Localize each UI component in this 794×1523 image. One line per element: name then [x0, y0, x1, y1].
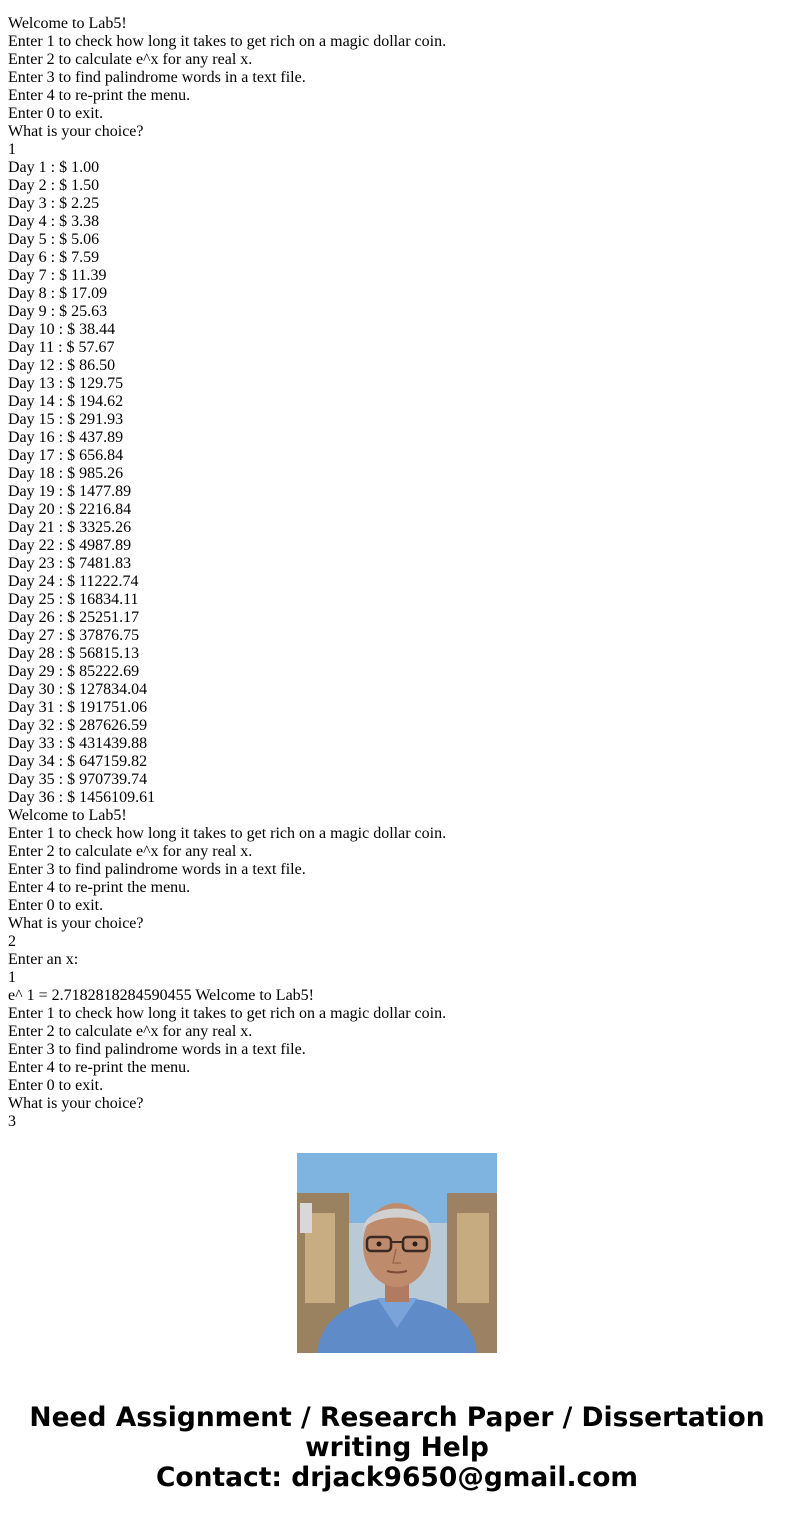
banner-contact-line: Contact: drjack9650@gmail.com	[155, 1462, 639, 1493]
console-line: Day 5 : $ 5.06	[8, 231, 100, 248]
contact-banner	[0, 1403, 794, 1493]
console-line: 3	[8, 1113, 16, 1130]
person-photo-icon	[297, 1153, 497, 1353]
console-line: Enter 1 to check how long it takes to get rich on a magic dollar coin.	[8, 825, 447, 842]
console-line: Enter 2 to calculate e^x for any real x.	[8, 1023, 253, 1040]
console-line: Enter 2 to calculate e^x for any real x.	[8, 51, 253, 68]
console-line: Day 20 : $ 2216.84	[8, 501, 132, 518]
console-line: Welcome to Lab5!	[8, 807, 127, 824]
console-line: Day 23 : $ 7481.83	[8, 555, 132, 572]
console-line: Day 12 : $ 86.50	[8, 357, 116, 374]
console-line: Day 15 : $ 291.93	[8, 411, 124, 428]
console-line: Enter 3 to find palindrome words in a text file.	[8, 861, 306, 878]
console-line: Day 26 : $ 25251.17	[8, 609, 140, 626]
console-line: Day 28 : $ 56815.13	[8, 645, 140, 662]
console-line: Day 18 : $ 985.26	[8, 465, 124, 482]
console-line: Day 11 : $ 57.67	[8, 339, 115, 356]
console-line: Enter 4 to re-print the menu.	[8, 87, 191, 104]
console-line: Day 36 : $ 1456109.61	[8, 789, 156, 806]
console-line: Enter 4 to re-print the menu.	[8, 879, 191, 896]
banner-line-1: Need Assignment / Research Paper / Dissertation	[29, 1402, 765, 1433]
console-line: Day 31 : $ 191751.06	[8, 699, 148, 716]
console-line: Enter 1 to check how long it takes to get rich on a magic dollar coin.	[8, 33, 447, 50]
console-line: Day 16 : $ 437.89	[8, 429, 124, 446]
console-line: Day 29 : $ 85222.69	[8, 663, 140, 680]
console-line: Enter 0 to exit.	[8, 897, 104, 914]
console-line: Day 4 : $ 3.38	[8, 213, 100, 230]
console-line: Day 17 : $ 656.84	[8, 447, 124, 464]
console-line: Day 35 : $ 970739.74	[8, 771, 148, 788]
console-line: Day 14 : $ 194.62	[8, 393, 124, 410]
console-line: Enter 0 to exit.	[8, 1077, 104, 1094]
console-line: Day 6 : $ 7.59	[8, 249, 100, 266]
console-output	[8, 15, 788, 1130]
console-line: Enter 1 to check how long it takes to get rich on a magic dollar coin.	[8, 1005, 447, 1022]
console-line: Day 33 : $ 431439.88	[8, 735, 148, 752]
console-line: Enter 2 to calculate e^x for any real x.	[8, 843, 253, 860]
console-line: Day 3 : $ 2.25	[8, 195, 100, 212]
console-line: 1	[8, 141, 16, 158]
console-line: Day 9 : $ 25.63	[8, 303, 108, 320]
console-line: Day 32 : $ 287626.59	[8, 717, 148, 734]
console-line: Day 10 : $ 38.44	[8, 321, 116, 338]
console-line: Day 7 : $ 11.39	[8, 267, 107, 284]
console-line: What is your choice?	[8, 915, 144, 932]
avatar	[297, 1153, 497, 1353]
console-line: Day 8 : $ 17.09	[8, 285, 108, 302]
console-line: Day 13 : $ 129.75	[8, 375, 124, 392]
console-line: 2	[8, 933, 16, 950]
console-line: What is your choice?	[8, 1095, 144, 1112]
console-line: Enter 3 to find palindrome words in a text file.	[8, 1041, 306, 1058]
console-line: Enter 3 to find palindrome words in a text file.	[8, 69, 306, 86]
console-line: Day 24 : $ 11222.74	[8, 573, 139, 590]
console-line: Day 1 : $ 1.00	[8, 159, 100, 176]
console-line: What is your choice?	[8, 123, 144, 140]
console-line: Welcome to Lab5!	[8, 15, 127, 32]
console-line: Enter an x:	[8, 951, 79, 968]
console-line: e^ 1 = 2.7182818284590455 Welcome to Lab5!	[8, 987, 315, 1004]
console-line: Day 19 : $ 1477.89	[8, 483, 132, 500]
console-line: Day 30 : $ 127834.04	[8, 681, 148, 698]
console-line: Day 21 : $ 3325.26	[8, 519, 132, 536]
console-line: Enter 4 to re-print the menu.	[8, 1059, 191, 1076]
console-line: Day 34 : $ 647159.82	[8, 753, 148, 770]
banner-line-2: writing Help	[305, 1432, 489, 1463]
console-line: Enter 0 to exit.	[8, 105, 104, 122]
console-line: Day 2 : $ 1.50	[8, 177, 100, 194]
console-line: Day 25 : $ 16834.11	[8, 591, 139, 608]
console-line: 1	[8, 969, 16, 986]
console-line: Day 27 : $ 37876.75	[8, 627, 140, 644]
console-line: Day 22 : $ 4987.89	[8, 537, 132, 554]
